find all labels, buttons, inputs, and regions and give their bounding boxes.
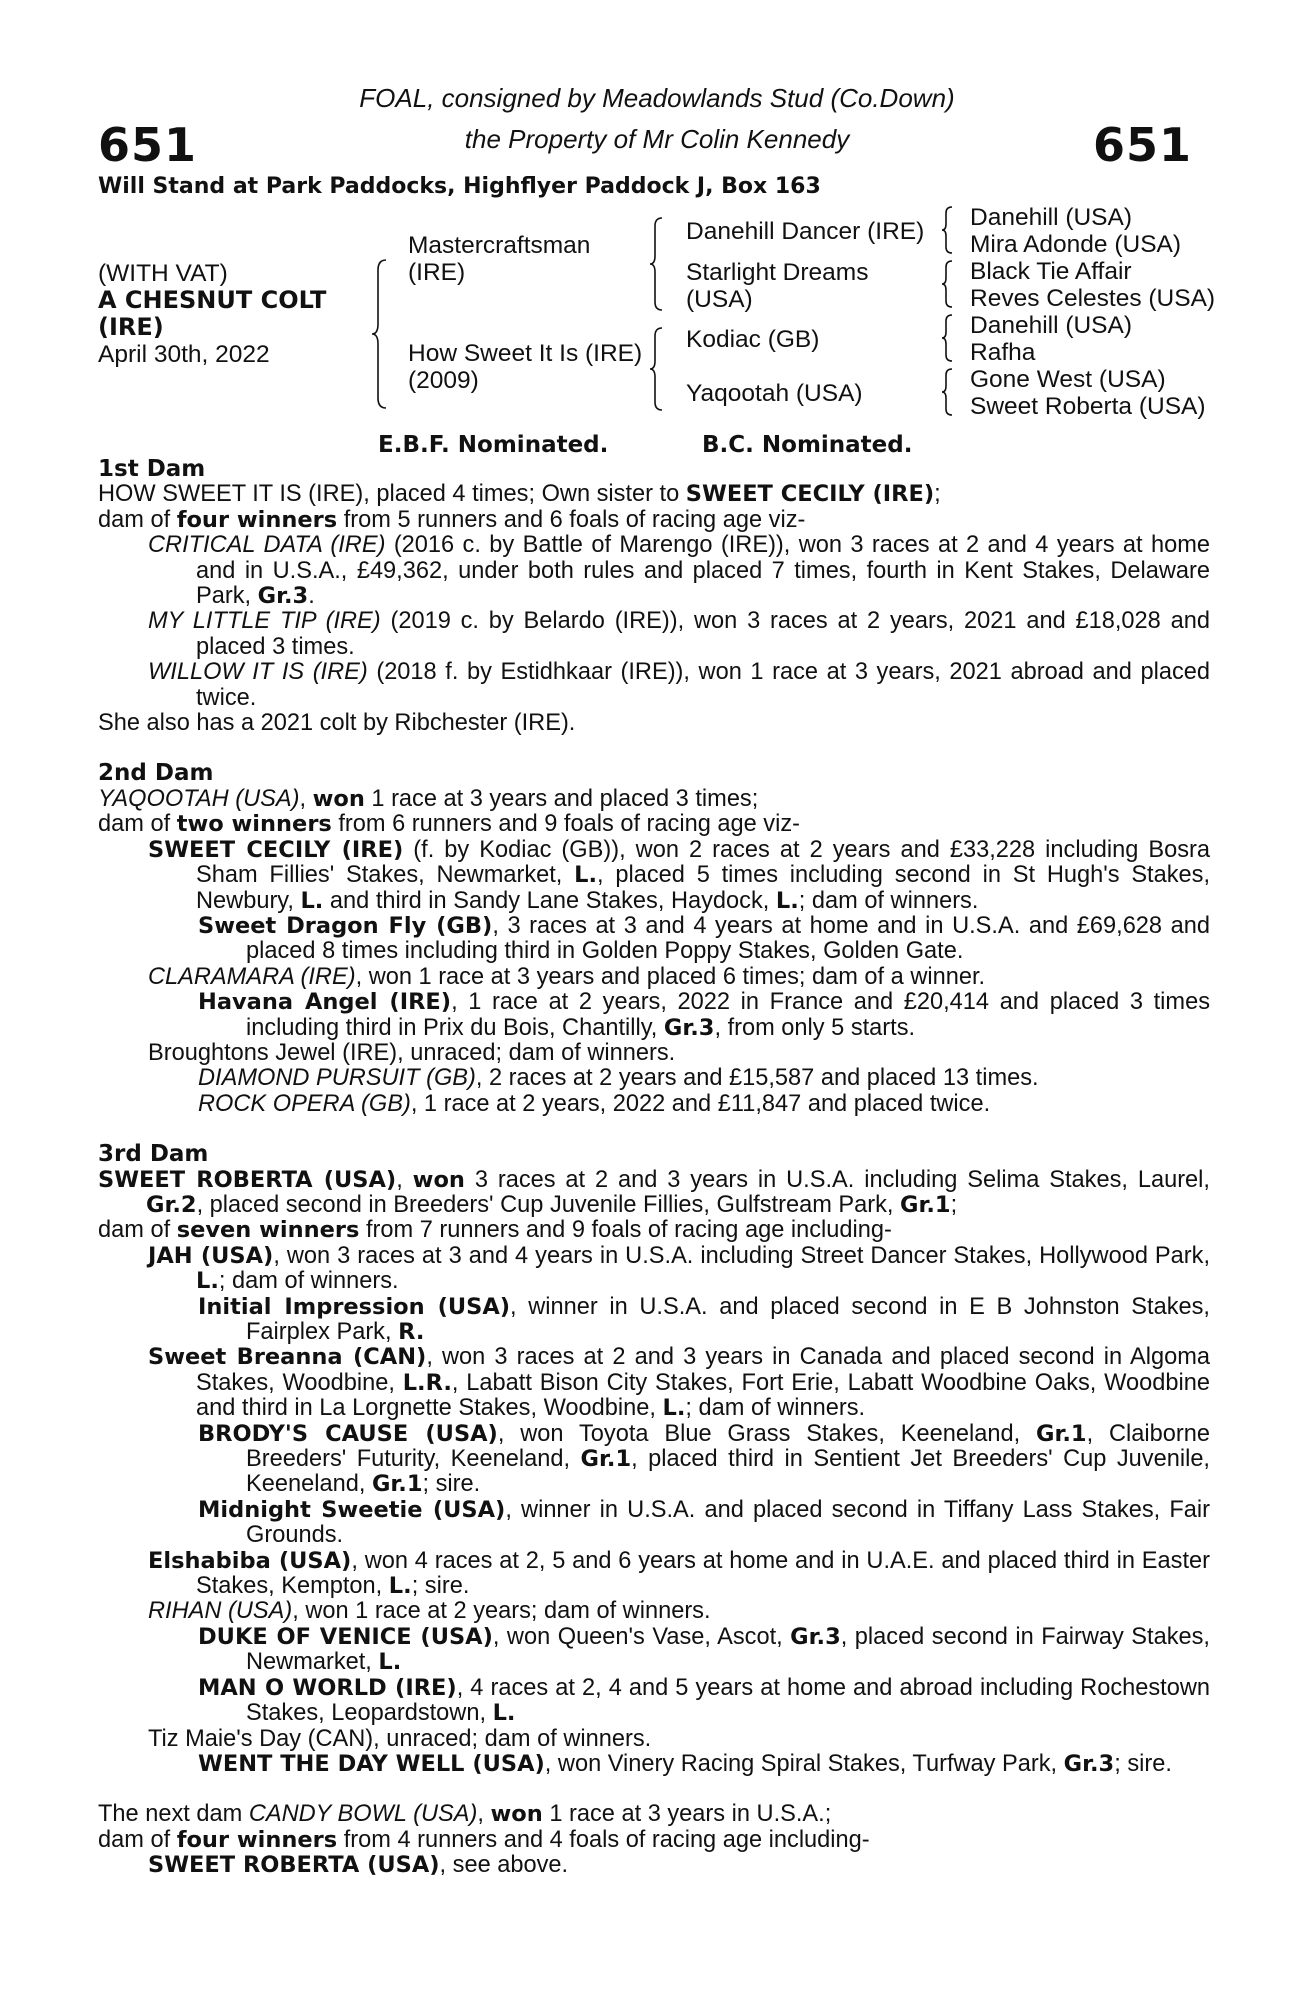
- sire-dam-line-2: (USA): [686, 286, 753, 313]
- consignment-line-2: the Property of Mr Colin Kennedy: [464, 124, 850, 154]
- dam-sire: Kodiac (GB): [686, 326, 820, 353]
- ebf-nomination: E.B.F. Nominated.: [378, 432, 609, 458]
- produce-went-the-day-well: WENT THE DAY WELL (USA), won Vinery Racing Spiral Stakes, Turfway Park, Gr.3; sire.: [198, 1750, 1172, 1777]
- produce-brodys-cause: BRODY'S CAUSE (USA), won Toyota Blue Grass Stakes, Keeneland, Gr.1, Claiborne Breeders' Futurity, Keeneland, Gr.1, placed third in Sentient Jet Breeders' Cup Juvenile, Keeneland, Gr.1; sire.: [198, 1420, 1210, 1498]
- first-dam-heading: 1st Dam: [98, 456, 206, 482]
- sire-dam-line-1: Starlight Dreams: [686, 259, 869, 286]
- produce-havana-angel: Havana Angel (IRE), 1 race at 2 years, 2022 in France and £20,414 and placed 3 times including third in Prix du Bois, Chantilly, Gr.3, from only 5 starts.: [198, 989, 1210, 1041]
- produce-diamond-pursuit: DIAMOND PURSUIT (GB), 2 races at 2 years and £15,587 and placed 13 times.: [198, 1065, 1039, 1092]
- gen3-dds: Gone West (USA): [970, 366, 1166, 393]
- produce-jah: JAH (USA), won 3 races at 3 and 4 years in U.S.A. including Street Dancer Stakes, Hollywood Park, L.; dam of winners.: [148, 1242, 1210, 1295]
- lot-number-right: 651: [1092, 118, 1192, 172]
- pedigree-brace-dd: [940, 367, 956, 417]
- third-dam-heading: 3rd Dam: [98, 1141, 209, 1168]
- gen3-sss: Danehill (USA): [970, 204, 1133, 231]
- produce-duke-of-venice: DUKE OF VENICE (USA), won Queen's Vase, Ascot, Gr.3, placed second in Fairway Stakes, Newmarket, L.: [198, 1623, 1210, 1676]
- produce-man-o-world: MAN O WORLD (IRE), 4 races at 2, 4 and 5 years at home and abroad including Rochestown Stakes, Leopardstown, L.: [198, 1674, 1210, 1727]
- second-dam-intro: YAQOOTAH (USA), won 1 race at 3 years and placed 3 times;: [98, 785, 759, 812]
- lot-number-left: 651: [98, 118, 198, 172]
- dam-year: (2009): [408, 367, 479, 394]
- bc-nomination: B.C. Nominated.: [702, 432, 913, 458]
- gen3-ddd: Sweet Roberta (USA): [970, 393, 1206, 420]
- dam-name: How Sweet It Is (IRE): [408, 340, 643, 367]
- produce-claramara: CLARAMARA (IRE), won 1 race at 3 years and placed 6 times; dam of a winner.: [148, 963, 986, 990]
- pedigree-brace-ds: [940, 313, 956, 363]
- third-dam-intro: SWEET ROBERTA (USA), won 3 races at 2 and 3 years in U.S.A. including Selima Stakes, Laurel, Gr.2, placed second in Breeders' Cup Juvenile Fillies, Gulfstream Park, Gr.1;: [98, 1166, 1210, 1218]
- produce-initial-impression: Initial Impression (USA), winner in U.S.A. and placed second in E B Johnston Stakes, Fairplex Park, R.: [198, 1293, 1210, 1345]
- next-dam-intro: The next dam CANDY BOWL (USA), won 1 race at 3 years in U.S.A.;: [98, 1801, 832, 1828]
- produce-tiz-maies-day: Tiz Maie's Day (CAN), unraced; dam of winners.: [148, 1725, 652, 1752]
- produce-willow-it-is: WILLOW IT IS (IRE) (2018 f. by Estidhkaar (IRE)), won 1 race at 3 years, 2021 abroad and placed twice.: [148, 659, 1210, 711]
- sire-name: Mastercraftsman: [408, 232, 591, 259]
- gen3-dsd: Rafha: [970, 339, 1036, 366]
- dam-dam: Yaqootah (USA): [686, 380, 863, 407]
- first-dam-intro: HOW SWEET IT IS (IRE), placed 4 times; Own sister to SWEET CECILY (IRE);: [98, 481, 941, 508]
- gen3-sdd: Reves Celestes (USA): [970, 285, 1216, 312]
- pedigree-brace-ss: [940, 205, 956, 255]
- pedigree-brace-sire: [648, 216, 666, 312]
- produce-sweet-breanna: Sweet Breanna (CAN), won 3 races at 2 and 3 years in Canada and placed second in Algoma Stakes, Woodbine, L.R., Labatt Bison City Stakes, Fort Erie, Labatt Woodbine Oaks, Woodbine and third in La Lorgnette Stakes, Woodbine, L.; dam of winners.: [148, 1344, 1210, 1422]
- horse-name-line-2: (IRE): [98, 313, 164, 341]
- produce-rock-opera: ROCK OPERA (GB), 1 race at 2 years, 2022 and £11,847 and placed twice.: [198, 1090, 991, 1117]
- produce-critical-data: CRITICAL DATA (IRE) (2016 c. by Battle of Marengo (IRE)), won 3 races at 2 and 4 years at home and in U.S.A., £49,362, under both rules and placed 7 times, fourth in Kent Stakes, Delaware Park, Gr.3.: [148, 532, 1210, 610]
- first-dam-also: She also has a 2021 colt by Ribchester (IRE).: [98, 710, 576, 737]
- gen3-sds: Black Tie Affair: [970, 258, 1132, 285]
- gen3-dss: Danehill (USA): [970, 312, 1133, 339]
- stand-location: Will Stand at Park Paddocks, Highflyer Paddock J, Box 163: [98, 174, 821, 199]
- first-dam-produce-summary: dam of four winners from 5 runners and 6 foals of racing age viz-: [98, 506, 806, 533]
- produce-midnight-sweetie: Midnight Sweetie (USA), winner in U.S.A. and placed second in Tiffany Lass Stakes, Fair Grounds.: [198, 1496, 1210, 1549]
- pedigree-brace-main: [370, 258, 390, 410]
- produce-broughtons-jewel: Broughtons Jewel (IRE), unraced; dam of winners.: [148, 1039, 676, 1066]
- produce-elshabiba: Elshabiba (USA), won 4 races at 2, 5 and 6 years at home and in U.A.E. and placed third in Easter Stakes, Kempton, L.; sire.: [148, 1547, 1210, 1600]
- second-dam-produce-summary: dam of two winners from 6 runners and 9 foals of racing age viz-: [98, 811, 800, 838]
- catalogue-body: [98, 457, 1210, 1879]
- produce-sweet-roberta: SWEET ROBERTA (USA), see above.: [148, 1852, 569, 1879]
- produce-sweet-dragon-fly: Sweet Dragon Fly (GB), 3 races at 3 and 4 years at home and in U.S.A. and £69,628 and placed 8 times including third in Golden Poppy Stakes, Golden Gate.: [198, 912, 1211, 965]
- produce-sweet-cecily: SWEET CECILY (IRE) (f. by Kodiac (GB)), won 2 races at 2 years and £33,228 including Bosra Sham Fillies' Stakes, Newmarket, L., placed 5 times including second in St Hugh's Stakes, Newbury, L. and third in Sandy Lane Stakes, Haydock, L.; dam of winners.: [148, 836, 1211, 914]
- produce-my-little-tip: MY LITTLE TIP (IRE) (2019 c. by Belardo (IRE)), won 3 races at 2 years, 2021 and £18,028 and placed 3 times.: [148, 608, 1210, 660]
- gen3-ssd: Mira Adonde (USA): [970, 231, 1182, 258]
- sire-country: (IRE): [408, 259, 466, 286]
- sire-sire: Danehill Dancer (IRE): [686, 218, 925, 245]
- pedigree-brace-dam: [648, 326, 666, 412]
- foaling-date: April 30th, 2022: [98, 341, 270, 368]
- vat-note: (WITH VAT): [98, 260, 228, 287]
- next-dam-produce-summary: dam of four winners from 4 runners and 4 foals of racing age including-: [98, 1826, 870, 1853]
- third-dam-produce-summary: dam of seven winners from 7 runners and 9 foals of racing age including-: [98, 1217, 892, 1244]
- produce-rihan: RIHAN (USA), won 1 race at 2 years; dam of winners.: [148, 1598, 711, 1625]
- second-dam-heading: 2nd Dam: [98, 760, 214, 787]
- consignment-line-1: FOAL, consigned by Meadowlands Stud (Co.Down): [359, 83, 955, 113]
- pedigree-brace-sd: [940, 259, 956, 309]
- horse-name-line-1: A CHESNUT COLT: [98, 286, 327, 314]
